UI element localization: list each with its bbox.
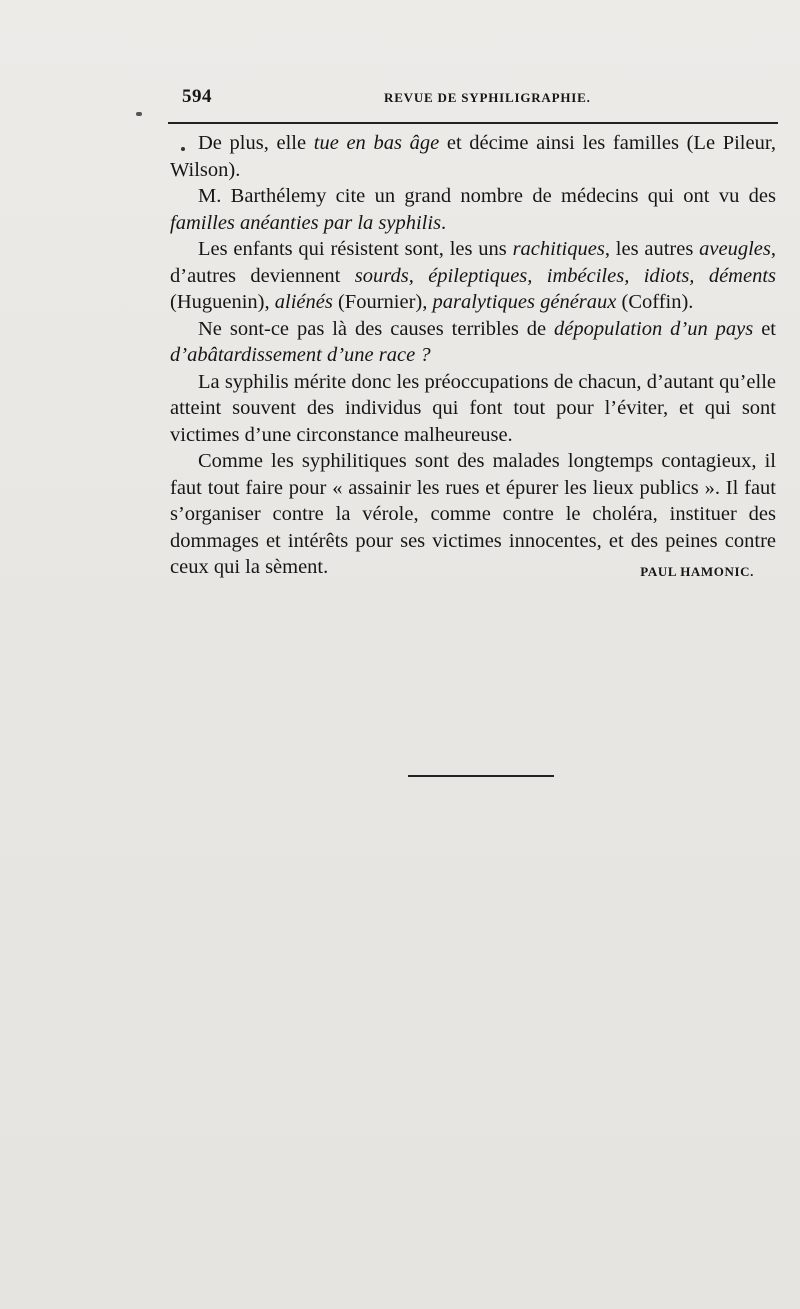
paragraph [170,236,776,316]
paragraph [170,183,776,236]
text-run: M. Barthélemy cite un grand nombre de médecins qui ont vu des [198,185,776,207]
page-header [170,86,778,110]
text-run: Les enfants qui résistent sont, les uns [198,238,513,260]
italic-run: familles anéanties par la syphilis [170,211,442,234]
page-number: 594 [182,86,212,107]
text-run: (Fournier), [332,291,433,313]
text-run: , d’autres deviennent [170,238,776,287]
text-run: (Coffin). [616,291,694,313]
paragraph-list [170,130,776,581]
text-run: et [753,317,776,340]
text-run: (Huguenin), [170,291,275,313]
italic-run: aveugles [699,238,771,260]
italic-run: paralytiques généraux [432,291,617,313]
italic-run: tue en bas âge [313,132,440,154]
paragraph [170,316,776,369]
text-run: . [441,211,447,234]
text-run: De plus, elle [198,132,314,154]
ink-mark [136,112,142,116]
italic-run: rachitiques [512,238,605,260]
text-run: , les autres [604,238,700,260]
italic-run: sourds, épileptiques, imbéciles, idiots, déments [354,264,776,287]
paragraph [170,369,776,449]
text-run: Comme les syphilitiques sont des malades longtemps contagieux, il faut tout faire pour « assainir les rues et épurer les lieux publics ». Il faut s’organiser contre la vérole, comme contre le choléra, instituer des dommages et intérêts pour ses victimes innocentes, et des peines contre ceux qui la sèment. [170,450,776,578]
header-rule [168,122,778,124]
italic-run: aliénés [274,291,333,313]
text-run: Ne sont-ce pas là des causes terribles de [198,317,555,340]
paragraph [170,130,776,183]
section-end-rule [408,775,554,777]
italic-run: d’abâtardissement d’une race ? [170,344,431,366]
author-signature: PAUL HAMONIC. [640,563,754,579]
italic-run: dépopulation d’un pays [554,317,754,340]
article-body [170,130,776,585]
running-title: REVUE DE SYPHILIGRAPHIE. [384,90,591,105]
text-run: et décime ainsi les familles (Le Pileur, Wilson). [170,132,776,181]
text-run: La syphilis mérite donc les préoccupations de chacun, d’autant qu’elle atteint souvent des individus qui font tout pour l’éviter, et qui sont victimes d’une circonstance malheureuse. [170,370,776,446]
